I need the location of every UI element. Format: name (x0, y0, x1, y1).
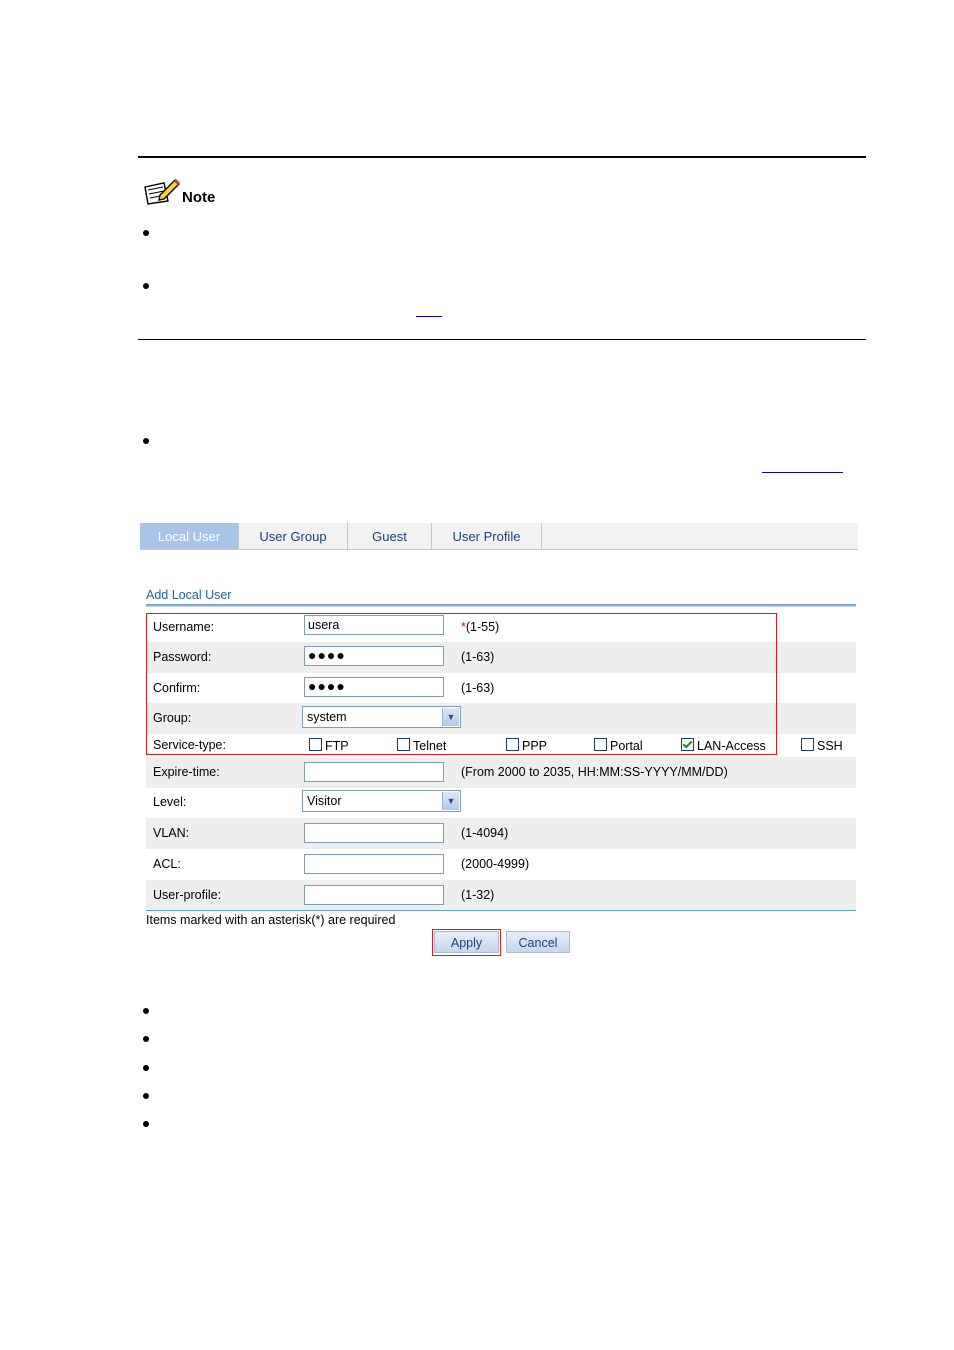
username-row (146, 612, 856, 643)
password-input[interactable]: ●●●● (304, 646, 444, 666)
tab-local-user[interactable]: Local User (140, 523, 239, 549)
username-label: Username: (153, 620, 215, 634)
service-ftp-label: FTP (325, 739, 349, 753)
confirm-label: Confirm: (153, 681, 201, 695)
checkbox-portal[interactable] (594, 738, 607, 751)
password-row (146, 642, 856, 673)
expire-time-label: Expire-time: (153, 765, 220, 779)
list-bullet (143, 1008, 149, 1014)
form-title: Add Local User (146, 588, 232, 602)
acl-row (146, 849, 856, 880)
password-hint: (1-63) (461, 650, 495, 664)
user-profile-input[interactable] (304, 885, 444, 905)
required-mark: * (461, 620, 466, 634)
level-row (146, 787, 856, 818)
level-label: Level: (153, 795, 187, 809)
group-label: Group: (153, 711, 192, 725)
chevron-down-icon[interactable]: ▼ (442, 792, 459, 810)
expire-time-input[interactable] (304, 762, 444, 782)
user-profile-label: User-profile: (153, 888, 222, 902)
confirm-hint: (1-63) (461, 681, 495, 695)
checkbox-ftp[interactable] (309, 738, 322, 751)
acl-label: ACL: (153, 857, 181, 871)
note-label: Note (182, 189, 216, 206)
list-bullet (143, 1036, 149, 1042)
expire-time-hint: (From 2000 to 2035, HH:MM:SS-YYYY/MM/DD) (461, 765, 728, 779)
form-title-rule (146, 604, 856, 607)
group-selected-value: system (307, 710, 347, 724)
service-lan-access-label: LAN-Access (697, 739, 766, 753)
note-bottom-rule (138, 339, 866, 340)
list-bullet (143, 1065, 149, 1071)
note-link[interactable] (416, 316, 442, 317)
checkbox-lan-access[interactable] (681, 738, 694, 751)
service-telnet-label: Telnet (413, 739, 447, 753)
checkbox-ppp[interactable] (506, 738, 519, 751)
vlan-input[interactable] (304, 823, 444, 843)
note-bullet-2 (143, 283, 149, 289)
service-type-label: Service-type: (153, 738, 226, 752)
form-bottom-rule (146, 910, 856, 911)
user-profile-hint: (1-32) (461, 888, 495, 902)
group-select[interactable] (302, 706, 461, 728)
note-pencil-icon (142, 177, 180, 205)
note-top-rule (138, 156, 866, 158)
figure-link[interactable] (762, 472, 843, 473)
vlan-hint: (1-4094) (461, 826, 509, 840)
confirm-input[interactable]: ●●●● (304, 677, 444, 697)
group-row (146, 703, 856, 734)
checkbox-telnet[interactable] (397, 738, 410, 751)
note-bullet-1 (143, 230, 149, 236)
list-bullet (143, 1121, 149, 1127)
tab-user-profile[interactable]: User Profile (432, 523, 542, 549)
checkbox-ssh[interactable] (801, 738, 814, 751)
body-bullet (143, 438, 149, 444)
level-select[interactable] (302, 790, 461, 812)
confirm-row (146, 673, 856, 704)
acl-hint: (2000-4999) (461, 857, 530, 871)
service-portal-label: Portal (610, 739, 643, 753)
service-type-row (146, 731, 856, 758)
tab-bar (140, 523, 858, 550)
vlan-row (146, 818, 856, 849)
apply-button[interactable]: Apply (434, 931, 499, 953)
list-bullet (143, 1093, 149, 1099)
tab-guest[interactable]: Guest (348, 523, 432, 549)
service-ppp-label: PPP (522, 739, 548, 753)
user-profile-row (146, 880, 856, 911)
tab-user-group[interactable]: User Group (239, 523, 348, 549)
vlan-label: VLAN: (153, 826, 190, 840)
password-label: Password: (153, 650, 212, 664)
service-ssh-label: SSH (817, 739, 843, 753)
expire-time-row (146, 757, 856, 788)
cancel-button[interactable]: Cancel (506, 931, 570, 953)
username-hint: (1-55) (465, 620, 500, 634)
username-input[interactable]: usera (304, 615, 444, 635)
required-footnote: Items marked with an asterisk(*) are required (146, 913, 396, 927)
level-selected-value: Visitor (307, 794, 342, 808)
acl-input[interactable] (304, 854, 444, 874)
chevron-down-icon[interactable]: ▼ (442, 708, 459, 726)
